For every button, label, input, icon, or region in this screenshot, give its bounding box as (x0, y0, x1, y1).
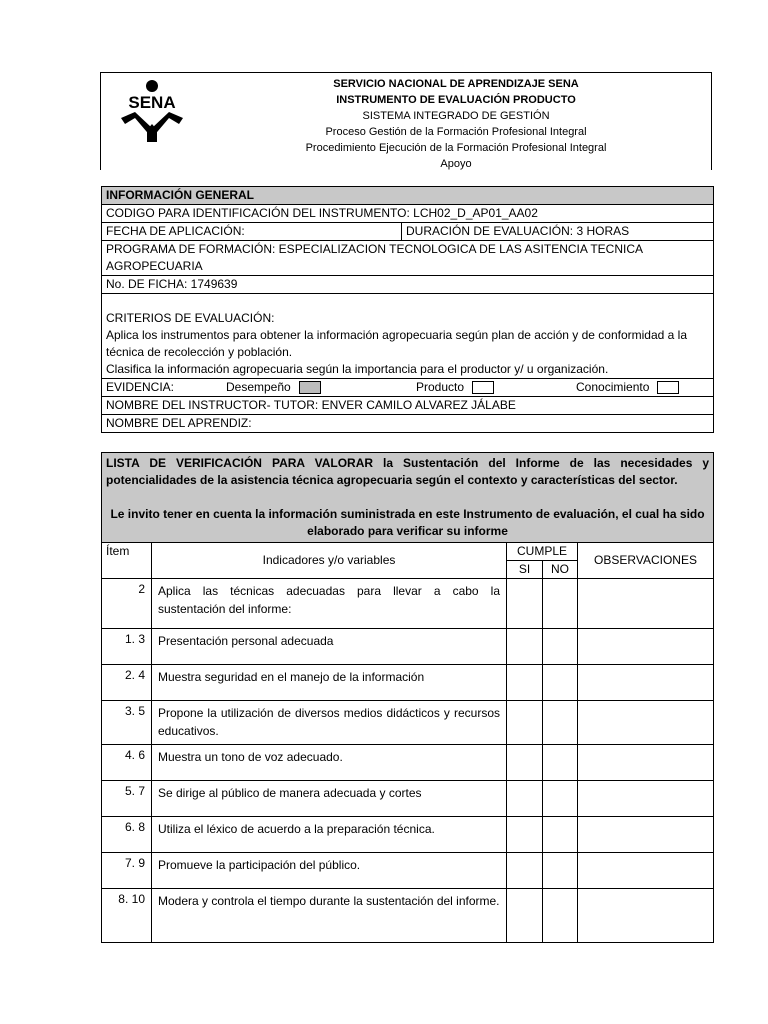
cell-si[interactable] (507, 781, 543, 817)
criteria-title: CRITERIOS DE EVALUACIÓN: (106, 311, 275, 325)
general-info-title: INFORMACIÓN GENERAL (102, 187, 714, 205)
training-program: PROGRAMA DE FORMACIÓN: ESPECIALIZACION TECNOLOGICA DE LAS ASITENCIA TECNICA AGROPECUARIA (102, 241, 714, 276)
cell-si[interactable] (507, 889, 543, 943)
row-item-number: 2. 4 (102, 665, 152, 701)
header-line-institution: SERVICIO NACIONAL DE APRENDIZAJE SENA (333, 78, 579, 90)
evidence-option-label: Producto (416, 380, 465, 394)
cell-observations[interactable] (578, 665, 714, 701)
cell-no[interactable] (543, 817, 578, 853)
column-indicators: Indicadores y/o variables (152, 543, 507, 579)
application-date-field[interactable]: FECHA DE APLICACIÓN: (102, 223, 402, 241)
cell-si[interactable] (507, 853, 543, 889)
row-indicator: Presentación personal adecuada (152, 629, 507, 665)
cell-no[interactable] (543, 853, 578, 889)
row-item-number: 3. 5 (102, 701, 152, 745)
cell-no[interactable] (543, 889, 578, 943)
evaluation-duration: DURACIÓN DE EVALUACIÓN: 3 HORAS (402, 223, 714, 241)
checklist-note: Le invito tener en cuenta la información suministrada en este Instrumento de evaluación, el cual ha sido elaborado para verificar su informe (110, 507, 705, 538)
table-row (102, 745, 714, 781)
cell-observations[interactable] (578, 781, 714, 817)
table-row (102, 665, 714, 701)
checklist-title: LISTA DE VERIFICACIÓN PARA VALORAR la Sustentación del Informe de las necesidades y potencialidades de la asistencia técnica agropecuaria según el contexto y características del sector. (106, 456, 710, 487)
cell-observations[interactable] (578, 579, 714, 629)
row-item-number: 6. 8 (102, 817, 152, 853)
cell-no[interactable] (543, 701, 578, 745)
table-row (102, 889, 714, 943)
header-line-instrument: INSTRUMENTO DE EVALUACIÓN PRODUCTO (336, 94, 576, 106)
evidence-option-label: Desempeño (226, 380, 291, 394)
row-indicator: Modera y controla el tiempo durante la sustentación del informe. (152, 889, 507, 943)
cell-si[interactable] (507, 665, 543, 701)
cell-si[interactable] (507, 579, 543, 629)
row-indicator: Utiliza el léxico de acuerdo a la preparación técnica. (152, 817, 507, 853)
evaluation-criteria (102, 294, 714, 379)
header-line-system: SISTEMA INTEGRADO DE GESTIÓN (362, 110, 550, 122)
column-item: Ítem (102, 543, 152, 579)
cell-observations[interactable] (578, 853, 714, 889)
header-line-support: Apoyo (440, 158, 472, 170)
cell-si[interactable] (507, 629, 543, 665)
criteria-item-2: Clasifica la información agropecuaria según la importancia para el productor y/ u organización. (106, 362, 609, 376)
column-si: SI (507, 561, 543, 579)
cell-si[interactable] (507, 817, 543, 853)
column-cumple: CUMPLE (507, 543, 578, 561)
row-indicator: Muestra un tono de voz adecuado. (152, 745, 507, 781)
instrument-code: CODIGO PARA IDENTIFICACIÓN DEL INSTRUMENTO: LCH02_D_AP01_AA02 (102, 205, 714, 223)
row-item-number: 2 (102, 579, 152, 629)
general-info-table (101, 186, 714, 433)
table-row (102, 629, 714, 665)
row-item-number: 5. 7 (102, 781, 152, 817)
cell-no[interactable] (543, 781, 578, 817)
learner-name-field[interactable]: NOMBRE DEL APRENDIZ: (102, 415, 714, 433)
evidence-checkbox-desempeno[interactable] (299, 381, 321, 394)
row-item-number: 8. 10 (102, 889, 152, 943)
cell-observations[interactable] (578, 745, 714, 781)
table-row (102, 781, 714, 817)
column-observations: OBSERVACIONES (578, 543, 714, 579)
cell-observations[interactable] (578, 701, 714, 745)
cell-no[interactable] (543, 665, 578, 701)
cell-observations[interactable] (578, 817, 714, 853)
evidence-label: EVIDENCIA: (106, 380, 175, 394)
row-indicator: Muestra seguridad en el manejo de la información (152, 665, 507, 701)
instructor-name: NOMBRE DEL INSTRUCTOR- TUTOR: ENVER CAMILO ALVAREZ JÁLABE (102, 397, 714, 415)
row-indicator: Aplica las técnicas adecuadas para llevar a cabo la sustentación del informe: (152, 579, 507, 629)
header-text-block (201, 76, 711, 172)
evidence-option-label: Conocimiento (576, 380, 650, 394)
cell-no[interactable] (543, 745, 578, 781)
row-item-number: 1. 3 (102, 629, 152, 665)
row-item-number: 4. 6 (102, 745, 152, 781)
column-no: NO (543, 561, 578, 579)
document-header (100, 72, 712, 170)
table-row (102, 853, 714, 889)
evidence-row (102, 379, 714, 397)
sena-logo (113, 78, 191, 142)
file-number: No. DE FICHA: 1749639 (102, 276, 714, 294)
cell-observations[interactable] (578, 629, 714, 665)
checklist-table (101, 452, 714, 943)
table-row (102, 579, 714, 629)
criteria-item-1: Aplica los instrumentos para obtener la información agropecuaria según plan de acción y de conformidad a la técnica de recolección y población. (106, 328, 688, 359)
logo-text: SENA (128, 93, 176, 112)
cell-no[interactable] (543, 579, 578, 629)
cell-si[interactable] (507, 701, 543, 745)
evidence-checkbox-conocimiento[interactable] (657, 381, 679, 394)
row-indicator: Se dirige al público de manera adecuada y cortes (152, 781, 507, 817)
evidence-checkbox-producto[interactable] (472, 381, 494, 394)
table-row (102, 817, 714, 853)
table-row (102, 701, 714, 745)
cell-observations[interactable] (578, 889, 714, 943)
cell-no[interactable] (543, 629, 578, 665)
row-indicator: Propone la utilización de diversos medios didácticos y recursos educativos. (152, 701, 507, 745)
header-line-process: Proceso Gestión de la Formación Profesional Integral (325, 126, 587, 138)
checklist-header (102, 453, 714, 543)
cell-si[interactable] (507, 745, 543, 781)
row-indicator: Promueve la participación del público. (152, 853, 507, 889)
header-line-procedure: Procedimiento Ejecución de la Formación Profesional Integral (305, 142, 607, 154)
row-item-number: 7. 9 (102, 853, 152, 889)
